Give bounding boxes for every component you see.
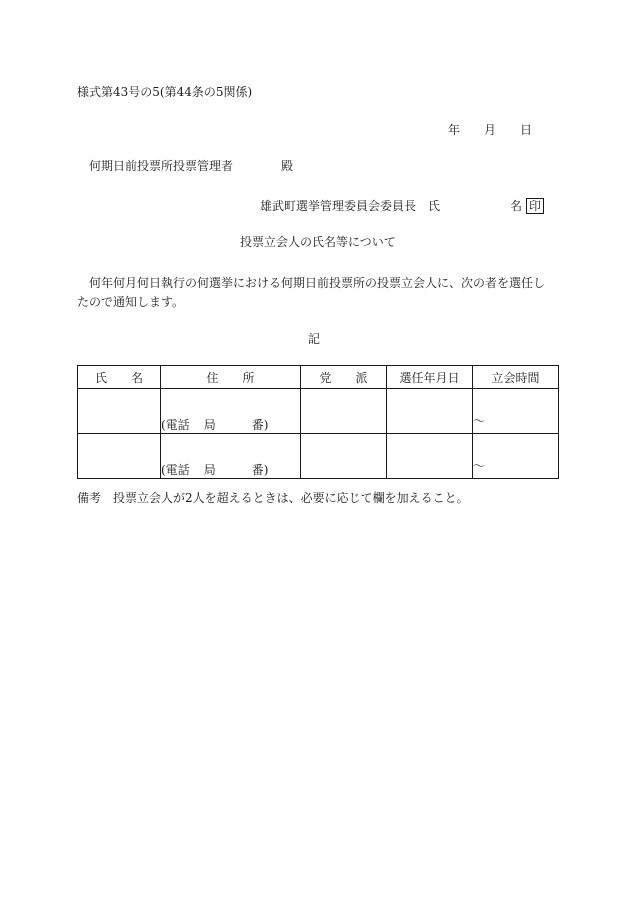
header-appointment-date: 選任年月日 <box>387 366 473 389</box>
header-attendance-time: 立会時間 <box>473 366 559 389</box>
appointee-table <box>77 365 559 479</box>
remark-note: 備考 投票立会人が2人を超えるときは、必要に応じて欄を加えること。 <box>77 491 469 505</box>
time-range: ～ <box>473 459 486 473</box>
ki-heading: 記 <box>308 332 321 346</box>
header-name: 氏 名 <box>78 366 161 389</box>
sender <box>260 198 544 214</box>
party-cell <box>301 434 387 479</box>
header-address: 住 所 <box>161 366 301 389</box>
attendance-time-cell <box>473 434 559 479</box>
party-cell <box>301 389 387 434</box>
sender-name-label-2: 名 <box>510 199 523 213</box>
appointment-date-cell <box>387 434 473 479</box>
date-month-label: 月 <box>484 123 497 137</box>
address-cell <box>161 434 301 479</box>
sender-title: 雄武町選挙管理委員会委員長 <box>260 199 417 213</box>
header-party: 党 派 <box>301 366 387 389</box>
table-row <box>78 434 559 479</box>
appointment-date-cell <box>387 389 473 434</box>
phone-number: 番) <box>251 418 269 432</box>
address-cell <box>161 389 301 434</box>
body-text: 何年何月何日執行の何選挙における何期日前投票所の投票立会人に、次の者を選任したので通知します。 <box>77 276 546 309</box>
time-range: ～ <box>473 414 486 428</box>
date-day-label: 日 <box>520 123 533 137</box>
addressee-title: 何期日前投票所投票管理者 <box>89 159 234 173</box>
date-line <box>448 124 532 136</box>
phone-prefix: (電話 <box>161 418 190 432</box>
phone-station: 局 <box>203 463 216 477</box>
form-number: 様式第43号の5(第44条の5関係) <box>77 85 253 99</box>
seal-mark: 印 <box>526 198 544 214</box>
phone-prefix: (電話 <box>161 463 190 477</box>
subject-title: 投票立会人の氏名等について <box>240 235 396 249</box>
date-year-label: 年 <box>448 123 461 137</box>
sender-name-label-1: 氏 <box>428 199 441 213</box>
attendance-time-cell <box>473 389 559 434</box>
addressee <box>89 160 293 172</box>
table-row <box>78 389 559 434</box>
name-cell <box>78 434 161 479</box>
phone-number: 番) <box>251 463 269 477</box>
table-header-row <box>78 366 559 389</box>
phone-station: 局 <box>203 418 216 432</box>
name-cell <box>78 389 161 434</box>
addressee-honorific: 殿 <box>281 159 294 173</box>
